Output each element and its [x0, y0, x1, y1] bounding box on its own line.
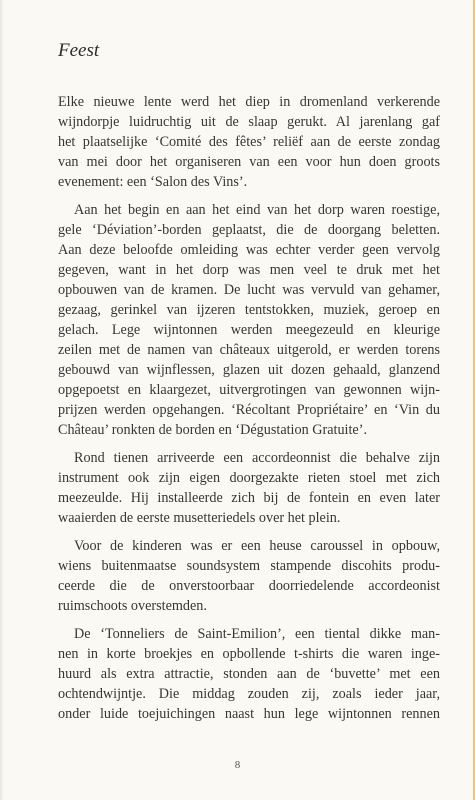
text-line: wijndorpje luidruchtig uit de slaap gerukt. Al jarenlang gaf	[58, 114, 440, 130]
text-line: huurd als extra attractie, stonden aan de ‘buvette’ met een	[58, 666, 440, 682]
paragraph	[58, 624, 440, 724]
text-line: zeilen met de namen van châteaux uitgerold, er werden torens	[58, 342, 440, 358]
text-line: van mei door het organiseren van een voor hun doen groots	[58, 154, 440, 170]
text-line: Rond tienen arriveerde een accordeonnist die behalve zijn	[74, 450, 440, 466]
body-text	[58, 92, 440, 724]
text-line: opgepoetst en klaargezet, uitvergrotingen van gewonnen wijn-	[58, 382, 440, 398]
text-line: meezeulde. Hij installeerde zich bij de fontein en even later	[58, 490, 440, 506]
text-line: wiens buitenmaatse soundsystem stampende discohits produ-	[58, 558, 440, 574]
text-line: Elke nieuwe lente werd het diep in dromenland verkerende	[58, 94, 440, 110]
text-line: Château’ ronkten de borden en ‘Dégustation Gratuite’.	[58, 422, 367, 438]
paragraph	[58, 448, 440, 528]
text-line: gele ‘Déviation’-borden geplaatst, die de doorgang beletten.	[58, 222, 440, 238]
text-line: nen in korte broekjes en opbollende t-shirts die waren inge-	[58, 646, 440, 662]
text-line: Aan deze beloofde omleiding was echter verder geen vervolg	[58, 242, 440, 258]
text-line: gebouwd van wijnflessen, glazen uit dozen gehaald, glanzend	[58, 362, 440, 378]
text-line: Aan het begin en aan het eind van het dorp waren roestige,	[74, 202, 440, 218]
text-line: onder luide toejuichingen naast hun lege wijntonnen rennen	[58, 706, 440, 722]
paragraph	[58, 536, 440, 616]
chapter-title: Feest	[58, 40, 100, 61]
paragraph	[58, 200, 440, 440]
paragraph	[58, 92, 440, 192]
text-line: gelach. Lege wijntonnen werden meegezeuld en kleurige	[58, 322, 440, 338]
page-number: 8	[234, 759, 241, 771]
text-line: gezaag, gerinkel van ijzeren tentstokken, muziek, geroep en	[58, 302, 440, 318]
text-line: gegeven, want in het dorp was men veel te druk met het	[58, 262, 440, 278]
text-line: waaierden de eerste musetteriedels over het plein.	[58, 510, 341, 526]
text-line: ruimschoots overstemden.	[58, 598, 207, 614]
text-line: instrument ook zijn eigen doorgezakte rieten stoel met zich	[58, 470, 440, 486]
text-line: opbouwen van de kramen. De lucht was vervuld van gehamer,	[58, 282, 440, 298]
page-edge-shadow	[0, 0, 4, 800]
text-line: Voor de kinderen was er een heuse caroussel in opbouw,	[74, 538, 440, 554]
text-line: De ‘Tonneliers de Saint-Emilion’, een tiental dikke man-	[74, 626, 440, 642]
text-line: het plaatselijke ‘Comité des fêtes’ reliëf aan de eerste zondag	[58, 134, 440, 150]
text-line: ochtendwijntje. Die middag zouden zij, zoals ieder jaar,	[58, 686, 440, 702]
text-line: ceerde die de onverstoorbaar doorriedelende accordeonist	[58, 578, 440, 594]
text-line: evenement: een ‘Salon des Vins’.	[58, 174, 248, 190]
text-line: prijzen werden opgehangen. ‘Récoltant Propriétaire’ en ‘Vin du	[58, 402, 440, 418]
